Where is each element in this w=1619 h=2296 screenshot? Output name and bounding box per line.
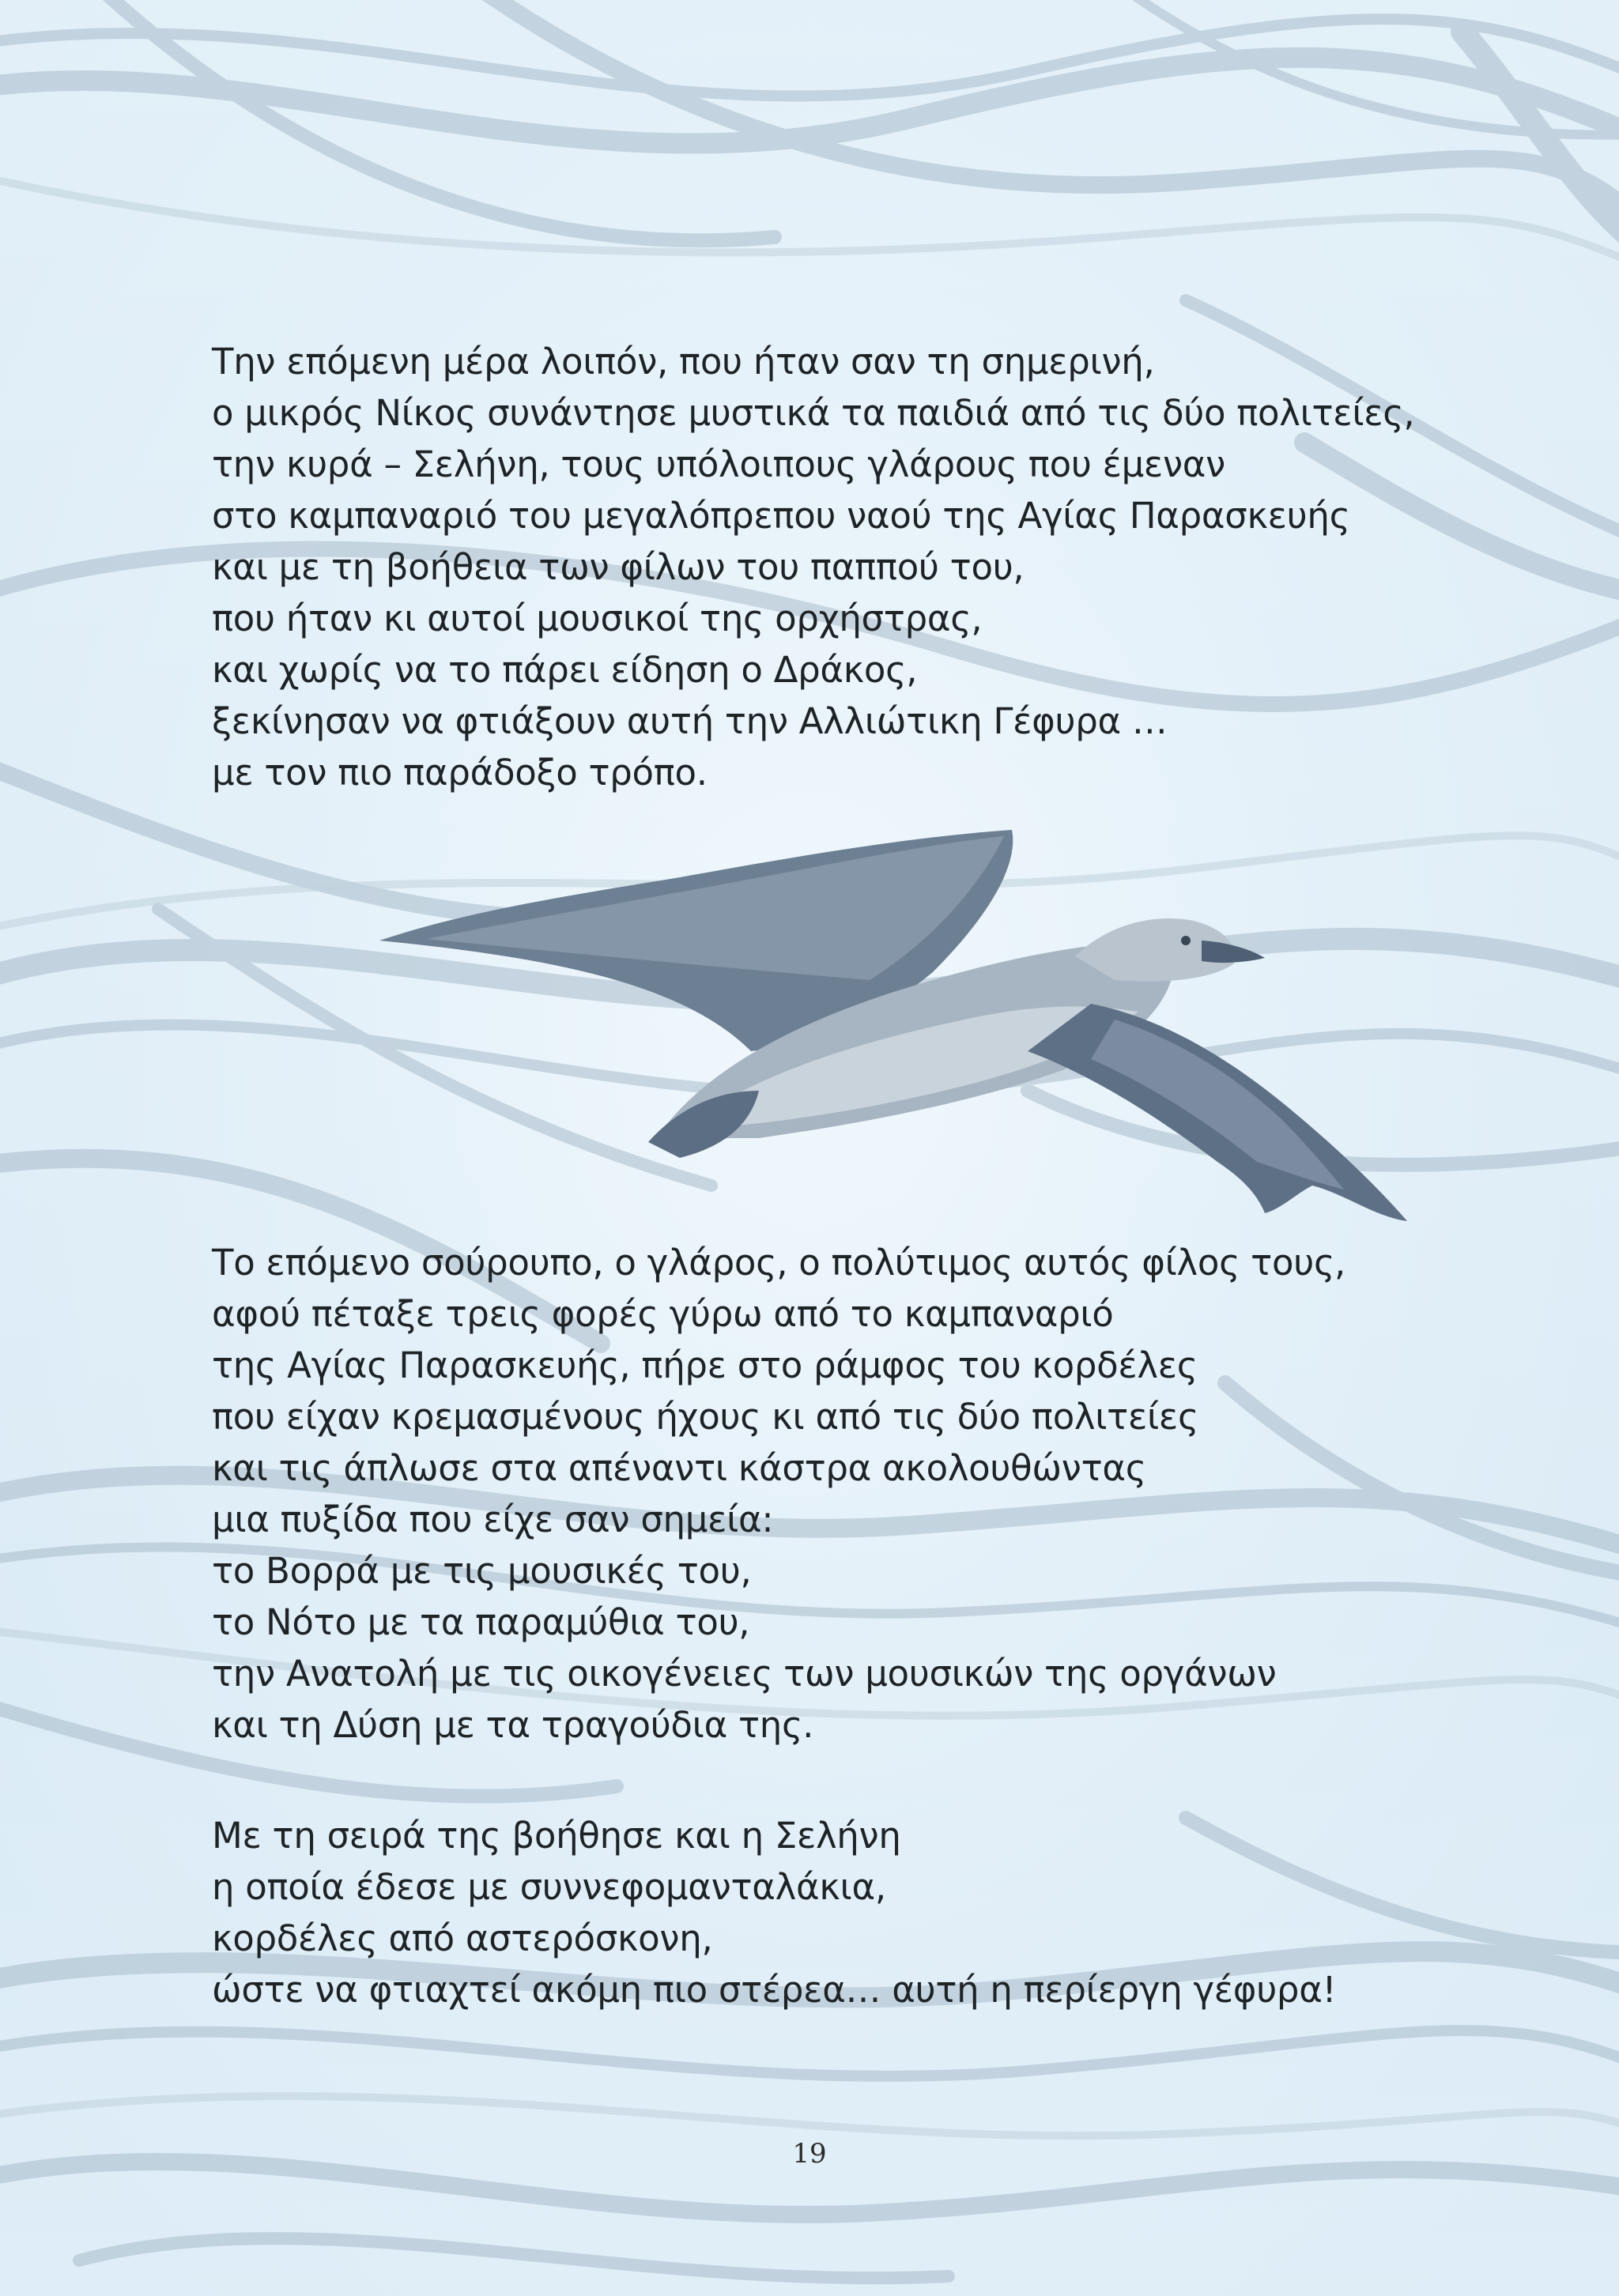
text-line: στο καμπαναριό του μεγαλόπρεπου ναού της Αγίας Παρασκευής: [212, 495, 1350, 537]
text-line: και τη Δύση με τα τραγούδια της.: [212, 1704, 814, 1746]
text-line: μια πυξίδα που είχε σαν σημεία:: [212, 1499, 774, 1540]
text-line: και τις άπλωσε στα απέναντι κάστρα ακολουθώντας: [212, 1447, 1146, 1489]
text-line: ο μικρός Νίκος συνάντησε μυστικά τα παιδιά από τις δύο πολιτείες,: [212, 392, 1415, 434]
paragraph-2: [212, 1237, 1345, 1751]
text-line: Την επόμενη μέρα λοιπόν, που ήταν σαν τη σημερινή,: [212, 341, 1155, 383]
text-line: ξεκίνησαν να φτιάξουν αυτή την Αλλιώτικη Γέφυρα …: [212, 700, 1168, 742]
text-line: και με τη βοήθεια των φίλων του παππού του,: [212, 546, 1025, 588]
text-line: που ήταν κι αυτοί μουσικοί της ορχήστρας,: [212, 598, 983, 639]
text-line: την Ανατολή με τις οικογένειες των μουσικών της οργάνων: [212, 1653, 1277, 1695]
text-line: και χωρίς να το πάρει είδηση ο Δράκος,: [212, 649, 918, 691]
text-line: το Νότο με τα παραμύθια του,: [212, 1601, 750, 1643]
text-line: Με τη σειρά της βοήθησε και η Σελήνη: [212, 1815, 901, 1857]
text-line: με τον πιο παράδοξο τρόπο.: [212, 752, 708, 794]
text-line: κορδέλες από αστερόσκονη,: [212, 1917, 713, 1959]
text-line: Το επόμενο σούρουπο, ο γλάρος, ο πολύτιμος αυτός φίλος τους,: [212, 1242, 1346, 1284]
text-line: η οποία έδεσε με συννεφομανταλάκια,: [212, 1866, 886, 1908]
seagull-illustration: [379, 822, 1439, 1233]
text-line: που είχαν κρεμασμένους ήχους κι από τις δύο πολιτείες: [212, 1396, 1199, 1438]
text-line: την κυρά – Σελήνη, τους υπόλοιπους γλάρους που έμεναν: [212, 443, 1225, 485]
page-number: 19: [792, 2138, 827, 2170]
paragraph-1: [212, 336, 1414, 798]
text-line: της Αγίας Παρασκευής, πήρε στο ράμφος του κορδέλες: [212, 1344, 1198, 1386]
text-line: αφού πέταξε τρεις φορές γύρω από το καμπαναριό: [212, 1293, 1114, 1335]
paragraph-3: [212, 1810, 1336, 2015]
text-line: ώστε να φτιαχτεί ακόμη πιο στέρεα… αυτή η περίεργη γέφυρα!: [212, 1969, 1337, 2011]
text-line: το Βορρά με τις μουσικές του,: [212, 1550, 752, 1592]
